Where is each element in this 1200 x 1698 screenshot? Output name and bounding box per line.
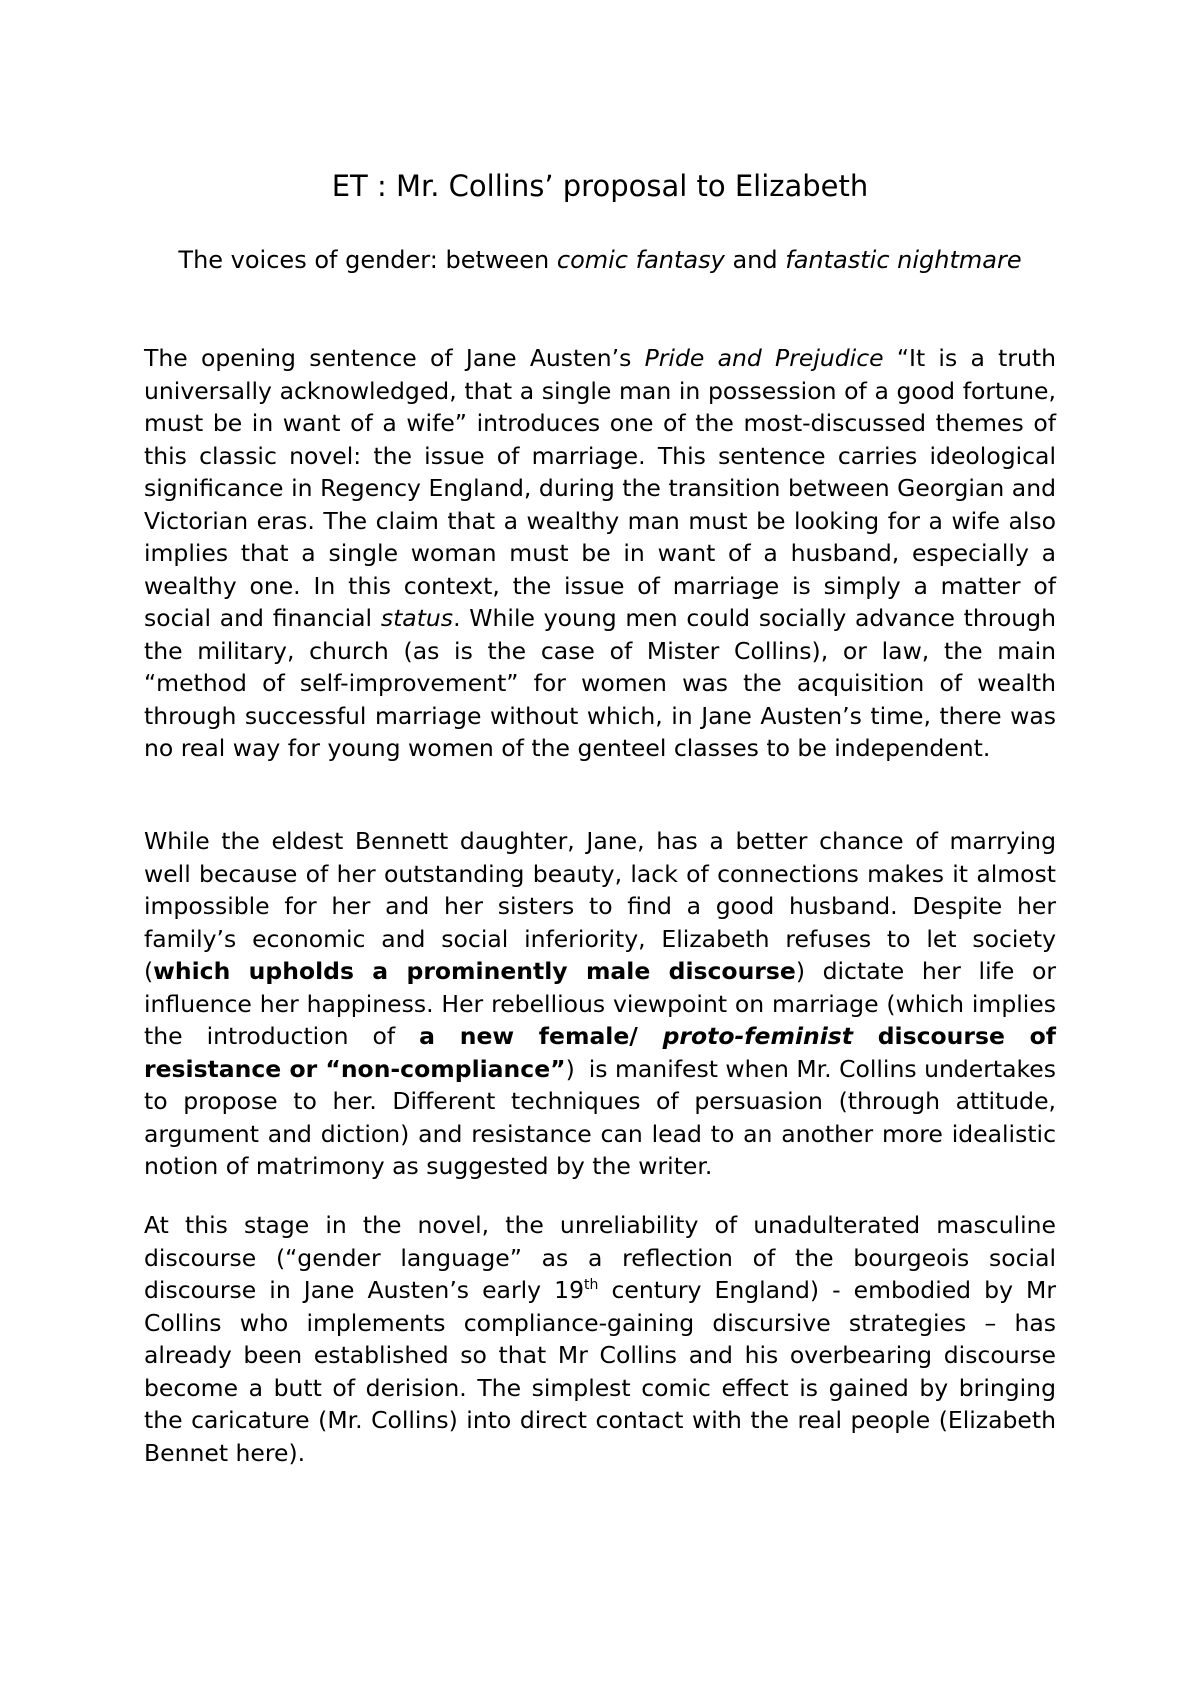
paragraph-2-text-c: is manifest when Mr. Collins undertakes to propose to her. Different techniques of persuasion (through attitude, argument and diction) and resistance can lead to an another more idealistic notion of matrimony as suggested by the writer.	[144, 1054, 1056, 1180]
document-title: ET : Mr. Collins’ proposal to Elizabeth	[331, 169, 869, 203]
book-title-italic: Pride and Prejudice	[644, 344, 884, 372]
paragraph-1	[144, 342, 1056, 765]
discourse-of-resistance-bold: discourse of resistance or “non-compliance”	[144, 1022, 1056, 1083]
paragraph-3-text-b: century England) - embodied by Mr Collins who implements compliance-gaining discursive strategies – has already been established so that Mr Collins and his overbearing discourse become a butt of derision. The simplest comic effect is gained by bringing the caricature (Mr. Collins) into direct contact with the real people (Elizabeth Bennet here).	[144, 1276, 1056, 1467]
ordinal-superscript: th	[584, 1277, 599, 1293]
new-female-bold: a new female/	[419, 1022, 663, 1050]
paragraph-1-text-b: “It is a truth universally acknowledged, that a single man in possession of a good fortune, must be in want of a wife” introduces one of the most-discussed themes of this classic novel: the issue of marriage. This sentence carries ideological significance in Regency England, during the transition between Georgian and Victorian eras. The claim that a wealthy man must be looking for a wife also implies that a single woman must be in want of a husband, especially a wealthy one. In this context, the issue of marriage is simply a matter of social and financial	[144, 344, 1056, 632]
paragraph-2	[144, 825, 1056, 1183]
paragraph-2-text-a: While the eldest Bennett daughter, Jane, has a better chance of marrying well because of her outstanding beauty, lack of connections makes it almost impossible for her and her sisters to find a good husband. Despite her family’s economic and social inferiority, Elizabeth refuses to let society (	[144, 827, 1056, 985]
paragraph-2-close-paren: )	[565, 1054, 575, 1083]
paragraph-1-text-c: . While young men could socially advance through the military, church (as is the case of Mister Collins), or law, the main “method of self-improvement” for women was the acquisition of wealth through successful marriage without which, in Jane Austen’s time, there was no real way for young women of the genteel classes to be independent.	[144, 604, 1056, 762]
subtitle-text-1: The voices of gender: between	[178, 246, 557, 274]
male-discourse-bold: which upholds a prominently male discourse	[153, 957, 796, 985]
paragraph-3-text-a: At this stage in the novel, the unreliability of unadulterated masculine discourse (“gender language” as a reflection of the bourgeois social discourse in Jane Austen’s early 19	[144, 1211, 1056, 1304]
paragraph-2-text-b: ) dictate her life or influence her happiness. Her rebellious viewpoint on marriage (which implies the introduction of	[144, 957, 1056, 1050]
subtitle-emphasis-comic-fantasy: comic fantasy	[556, 246, 725, 274]
proto-feminist-bold-italic: proto-feminist	[662, 1022, 854, 1050]
paragraph-3	[144, 1209, 1056, 1469]
subtitle-text-3: and	[724, 246, 786, 274]
document-subtitle	[144, 240, 1056, 281]
subtitle-emphasis-fantastic-nightmare: fantastic nightmare	[785, 246, 1022, 274]
paragraph-1-text-a: The opening sentence of Jane Austen’s	[144, 344, 645, 372]
status-italic: status	[380, 604, 454, 632]
